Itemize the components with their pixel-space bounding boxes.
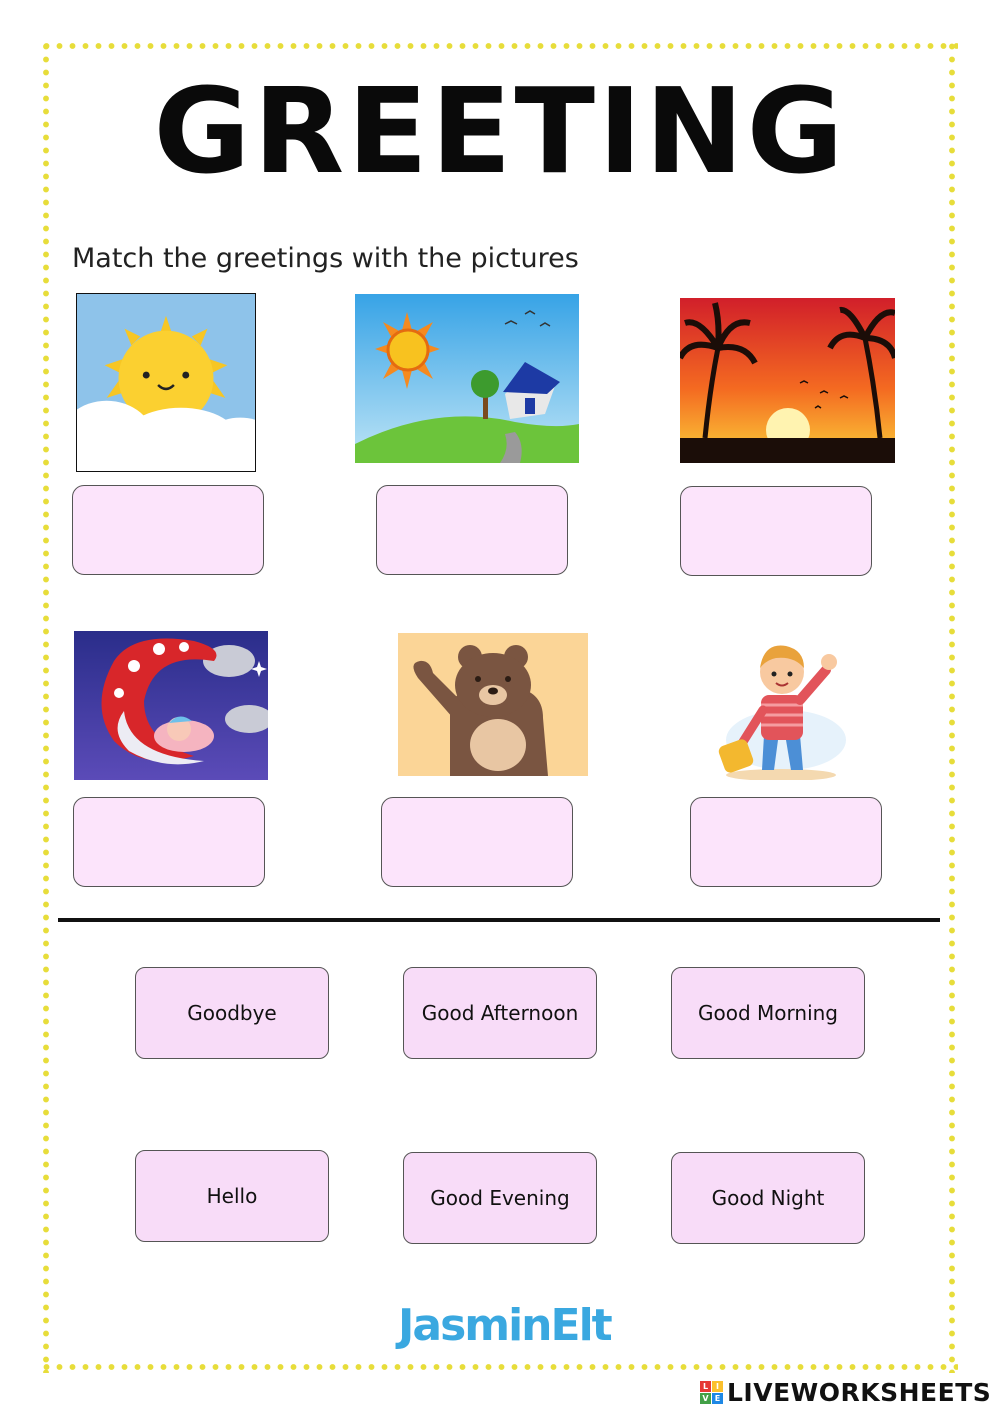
answer-box-1[interactable] bbox=[72, 485, 264, 575]
instruction-text: Match the greetings with the pictures bbox=[72, 243, 579, 274]
answer-box-4[interactable] bbox=[73, 797, 265, 887]
word-card-good-evening[interactable]: Good Evening bbox=[403, 1152, 597, 1244]
picture-bear-waving bbox=[398, 633, 588, 776]
answer-box-2[interactable] bbox=[376, 485, 568, 575]
section-divider bbox=[58, 918, 940, 922]
answer-box-3[interactable] bbox=[680, 486, 872, 576]
liveworksheets-mark-icon: L I V E bbox=[700, 1381, 723, 1404]
picture-boy-waving bbox=[716, 630, 856, 780]
answer-box-5[interactable] bbox=[381, 797, 573, 887]
liveworksheets-logo bbox=[700, 1378, 991, 1407]
picture-sunny-house bbox=[355, 294, 579, 463]
word-card-hello[interactable]: Hello bbox=[135, 1150, 329, 1242]
word-card-goodbye[interactable]: Goodbye bbox=[135, 967, 329, 1059]
word-card-good-afternoon[interactable]: Good Afternoon bbox=[403, 967, 597, 1059]
picture-sleeping-moon bbox=[74, 631, 268, 780]
word-card-good-morning[interactable]: Good Morning bbox=[671, 967, 865, 1059]
picture-smiling-sun bbox=[76, 293, 256, 472]
answer-box-6[interactable] bbox=[690, 797, 882, 887]
jasminelt-logo: JasminElt bbox=[398, 1300, 611, 1351]
word-card-good-night[interactable]: Good Night bbox=[671, 1152, 865, 1244]
liveworksheets-text: LIVEWORKSHEETS bbox=[727, 1378, 992, 1407]
picture-sunset-palms bbox=[680, 298, 895, 463]
page-title: GREETING bbox=[153, 62, 847, 200]
